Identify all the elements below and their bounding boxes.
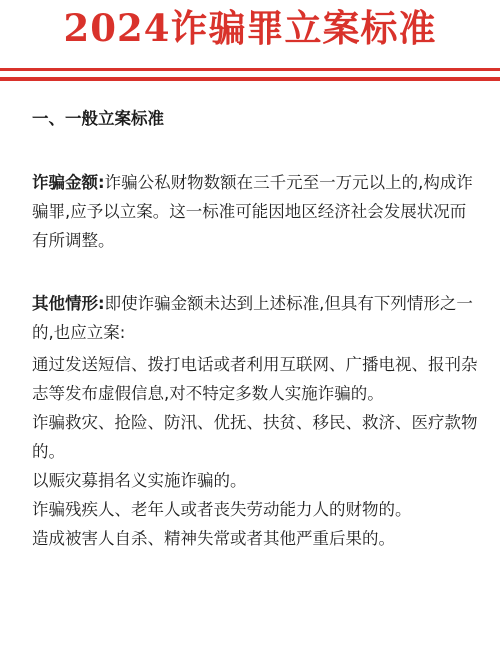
list-item: 诈骗救灾、抢险、防汛、优抚、扶贫、移民、救济、医疗款物的。	[32, 413, 478, 461]
list-item: 通过发送短信、拨打电话或者利用互联网、广播电视、报刊杂志等发布虚假信息,对不特定多数人实施诈骗的。	[32, 355, 478, 403]
other-label: 其他情形:	[32, 294, 105, 313]
list-item: 诈骗残疾人、老年人或者丧失劳动能力人的财物的。	[32, 500, 412, 519]
title-divider-bottom	[0, 77, 500, 81]
circumstance-list	[32, 350, 478, 553]
title-divider-top	[0, 68, 500, 71]
other-text: 即使诈骗金额未达到上述标准,但具有下列情形之一的,也应立案:	[32, 294, 473, 342]
list-item: 造成被害人自杀、精神失常或者其他严重后果的。	[32, 529, 395, 548]
amount-paragraph	[32, 168, 478, 255]
other-paragraph	[32, 289, 478, 347]
amount-label: 诈骗金额:	[32, 173, 105, 192]
section-heading: 一、一般立案标准	[32, 109, 164, 128]
amount-text: 诈骗公私财物数额在三千元至一万元以上的,构成诈骗罪,应予以立案。这一标准可能因地区经济社会发展状况而有所调整。	[32, 173, 473, 250]
page-title: 2024诈骗罪立案标准	[63, 6, 437, 50]
list-item: 以赈灾募捐名义实施诈骗的。	[32, 471, 247, 490]
